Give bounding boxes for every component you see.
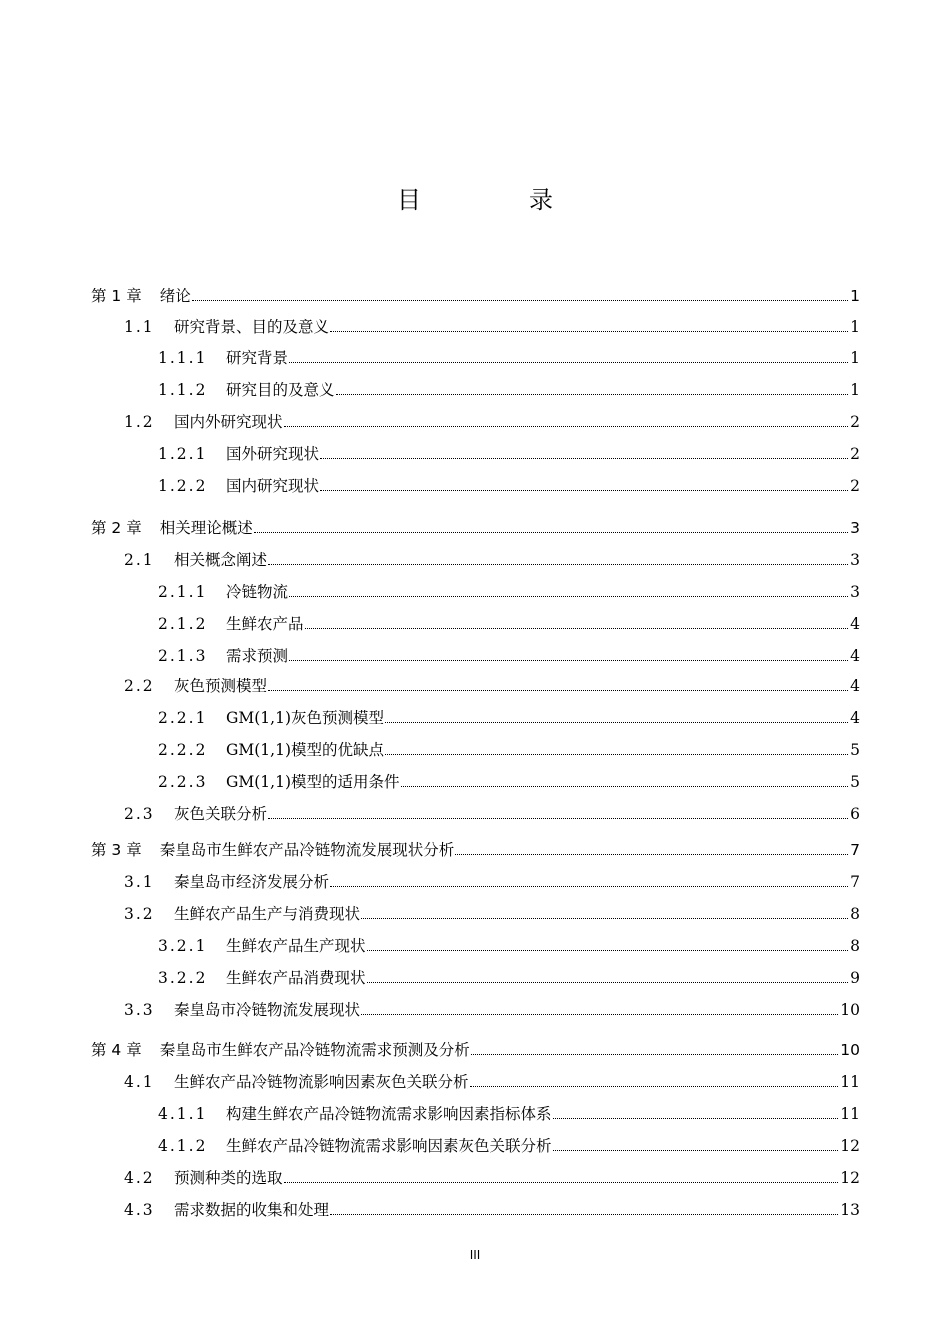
toc-dot-leader xyxy=(289,596,848,597)
toc-entry[interactable] xyxy=(124,800,860,824)
toc-entry-page: 10 xyxy=(840,1041,860,1059)
toc-entry-number: 1.1 xyxy=(124,318,155,336)
toc-entry-page: 3 xyxy=(850,583,860,601)
toc-entry[interactable] xyxy=(158,344,860,368)
toc-entry-number: 4.1.1 xyxy=(158,1105,208,1123)
toc-entry-page: 12 xyxy=(840,1137,860,1155)
toc-entry-number: 3.2.1 xyxy=(158,937,208,955)
toc-dot-leader xyxy=(268,818,848,819)
toc-entry[interactable] xyxy=(158,472,860,496)
toc-dot-leader xyxy=(289,362,848,363)
toc-entry-title: 绪论 xyxy=(159,287,191,305)
toc-entry-title: 需求预测 xyxy=(226,647,289,665)
toc-entry-page: 12 xyxy=(840,1169,860,1187)
toc-entry-title: 国内外研究现状 xyxy=(174,413,283,431)
toc-dot-leader xyxy=(284,426,849,427)
toc-entry-title: 生鲜农产品冷链物流需求影响因素灰色关联分析 xyxy=(226,1137,552,1155)
toc-dot-leader xyxy=(470,1086,839,1087)
toc-entry-title: 需求数据的收集和处理 xyxy=(174,1201,330,1219)
toc-entry-number: 3.2 xyxy=(124,905,155,923)
toc-entry-page: 5 xyxy=(850,773,860,791)
toc-entry-title: 冷链物流 xyxy=(226,583,289,601)
toc-entry[interactable] xyxy=(158,736,860,760)
toc-entry-title: 生鲜农产品消费现状 xyxy=(226,969,366,987)
toc-entry-number: 1.1.2 xyxy=(158,381,208,399)
toc-dot-leader xyxy=(553,1150,839,1151)
toc-entry-title: 秦皇岛市冷链物流发展现状 xyxy=(174,1001,361,1019)
toc-entry-number: 3.2.2 xyxy=(158,969,208,987)
toc-entry-title: 国外研究现状 xyxy=(226,445,320,463)
toc-entry-title: 构建生鲜农产品冷链物流需求影响因素指标体系 xyxy=(226,1105,552,1123)
toc-entry[interactable] xyxy=(124,1196,860,1220)
toc-dot-leader xyxy=(367,982,849,983)
toc-entry-page: 1 xyxy=(850,349,860,367)
toc-entry-number: 2.2.2 xyxy=(158,741,208,759)
toc-entry[interactable] xyxy=(158,932,860,956)
toc-entry[interactable] xyxy=(91,1036,860,1060)
toc-entry-page: 1 xyxy=(850,287,860,305)
toc-entry-title: 研究背景 xyxy=(226,349,289,367)
toc-dot-leader xyxy=(385,722,848,723)
toc-entry-title: 预测种类的选取 xyxy=(174,1169,283,1187)
toc-dot-leader xyxy=(268,564,848,565)
toc-entry-page: 4 xyxy=(850,709,860,727)
toc-entry-page: 6 xyxy=(850,805,860,823)
toc-entry[interactable] xyxy=(91,514,860,538)
toc-entry-title: 生鲜农产品冷链物流影响因素灰色关联分析 xyxy=(174,1073,469,1091)
toc-entry-page: 7 xyxy=(850,841,860,859)
footer-page-number: III xyxy=(469,1248,481,1262)
toc-entry[interactable] xyxy=(124,868,860,892)
toc-entry-page: 2 xyxy=(850,477,860,495)
toc-entry[interactable] xyxy=(91,282,860,306)
toc-entry-page: 9 xyxy=(850,969,860,987)
toc-entry[interactable] xyxy=(158,1100,860,1124)
toc-entry-title: 相关理论概述 xyxy=(159,519,253,537)
toc-entry[interactable] xyxy=(91,836,860,860)
toc-entry[interactable] xyxy=(158,1132,860,1156)
toc-entry-number: 1.1.1 xyxy=(158,349,208,367)
toc-entry[interactable] xyxy=(158,376,860,400)
toc-entry-page: 10 xyxy=(840,1001,860,1019)
toc-entry-page: 4 xyxy=(850,647,860,665)
toc-entry-page: 1 xyxy=(850,381,860,399)
toc-entry-number: 第 2 章 xyxy=(91,519,142,537)
toc-entry[interactable] xyxy=(158,578,860,602)
toc-entry-page: 8 xyxy=(850,905,860,923)
toc-dot-leader xyxy=(385,754,848,755)
toc-entry-title: 秦皇岛市生鲜农产品冷链物流需求预测及分析 xyxy=(159,1041,470,1059)
toc-entry-page: 5 xyxy=(850,741,860,759)
toc-entry-number: 2.2 xyxy=(124,677,155,695)
toc-entry-title: GM(1,1)模型的适用条件 xyxy=(226,773,400,791)
toc-entry-title: GM(1,1)灰色预测模型 xyxy=(226,709,384,727)
toc-entry[interactable] xyxy=(124,1068,860,1092)
toc-entry-number: 3.1 xyxy=(124,873,155,891)
toc-entry-page: 7 xyxy=(850,873,860,891)
toc-entry-number: 第 3 章 xyxy=(91,841,142,859)
toc-entry-number: 2.3 xyxy=(124,805,155,823)
toc-entry-page: 11 xyxy=(840,1105,860,1123)
toc-entry-page: 11 xyxy=(840,1073,860,1091)
toc-entry[interactable] xyxy=(158,964,860,988)
toc-dot-leader xyxy=(553,1118,839,1119)
toc-entry-title: 秦皇岛市生鲜农产品冷链物流发展现状分析 xyxy=(159,841,455,859)
toc-entry[interactable] xyxy=(124,313,860,337)
toc-entry-page: 4 xyxy=(850,677,860,695)
toc-dot-leader xyxy=(289,660,848,661)
toc-dot-leader xyxy=(330,1214,838,1215)
toc-entry-page: 8 xyxy=(850,937,860,955)
toc-dot-leader xyxy=(471,1054,839,1055)
toc-entry-number: 第 1 章 xyxy=(91,287,142,305)
toc-entry-number: 1.2.1 xyxy=(158,445,208,463)
toc-dot-leader xyxy=(361,918,848,919)
toc-entry-title: 研究目的及意义 xyxy=(226,381,335,399)
toc-dot-leader xyxy=(320,490,848,491)
toc-entry[interactable] xyxy=(124,1164,860,1188)
toc-dot-leader xyxy=(268,690,848,691)
toc-entry-title: 生鲜农产品生产现状 xyxy=(226,937,366,955)
toc-entry-title: 灰色关联分析 xyxy=(174,805,268,823)
toc-entry-number: 1.2.2 xyxy=(158,477,208,495)
toc-entry-number: 第 4 章 xyxy=(91,1041,142,1059)
toc-entry-title: 生鲜农产品 xyxy=(226,615,304,633)
toc-dot-leader xyxy=(361,1014,838,1015)
toc-entry-number: 2.1 xyxy=(124,551,155,569)
toc-entry-page: 2 xyxy=(850,445,860,463)
toc-entry[interactable] xyxy=(158,610,860,634)
toc-dot-leader xyxy=(401,786,849,787)
toc-entry[interactable] xyxy=(124,408,860,432)
toc-entry-title: 秦皇岛市经济发展分析 xyxy=(174,873,330,891)
toc-entry-number: 2.1.2 xyxy=(158,615,208,633)
toc-entry-page: 1 xyxy=(850,318,860,336)
toc-entry[interactable] xyxy=(124,672,860,696)
toc-entry-title: 灰色预测模型 xyxy=(174,677,268,695)
toc-entry-number: 4.1.2 xyxy=(158,1137,208,1155)
toc-entry-number: 2.1.3 xyxy=(158,647,208,665)
toc-entry-title: 研究背景、目的及意义 xyxy=(174,318,330,336)
toc-entry-number: 1.2 xyxy=(124,413,155,431)
toc-entry-page: 3 xyxy=(850,551,860,569)
toc-dot-leader xyxy=(192,300,848,301)
toc-dot-leader xyxy=(330,331,848,332)
toc-dot-leader xyxy=(330,886,848,887)
toc-entry[interactable] xyxy=(158,440,860,464)
toc-entry-number: 4.2 xyxy=(124,1169,155,1187)
toc-entry-number: 4.3 xyxy=(124,1201,155,1219)
toc-entry[interactable] xyxy=(158,768,860,792)
toc-entry-title: 生鲜农产品生产与消费现状 xyxy=(174,905,361,923)
toc-dot-leader xyxy=(367,950,849,951)
toc-entry[interactable] xyxy=(124,546,860,570)
toc-entry-number: 3.3 xyxy=(124,1001,155,1019)
toc-entry[interactable] xyxy=(158,704,860,728)
toc-entry[interactable] xyxy=(124,900,860,924)
toc-entry[interactable] xyxy=(158,642,860,666)
toc-entry-number: 2.2.3 xyxy=(158,773,208,791)
toc-entry-page: 2 xyxy=(850,413,860,431)
toc-title: 目 录 xyxy=(397,186,595,214)
toc-entry-page: 13 xyxy=(840,1201,860,1219)
toc-entry-title: 国内研究现状 xyxy=(226,477,320,495)
toc-entry-title: 相关概念阐述 xyxy=(174,551,268,569)
toc-entry-title: GM(1,1)模型的优缺点 xyxy=(226,741,384,759)
toc-entry-number: 2.2.1 xyxy=(158,709,208,727)
toc-entry-number: 4.1 xyxy=(124,1073,155,1091)
toc-dot-leader xyxy=(336,394,849,395)
toc-entry-page: 4 xyxy=(850,615,860,633)
toc-dot-leader xyxy=(305,628,849,629)
toc-dot-leader xyxy=(455,854,848,855)
toc-dot-leader xyxy=(284,1182,839,1183)
toc-entry[interactable] xyxy=(124,996,860,1020)
toc-entry-number: 2.1.1 xyxy=(158,583,208,601)
toc-entry-page: 3 xyxy=(850,519,860,537)
toc-dot-leader xyxy=(320,458,848,459)
toc-dot-leader xyxy=(254,532,848,533)
